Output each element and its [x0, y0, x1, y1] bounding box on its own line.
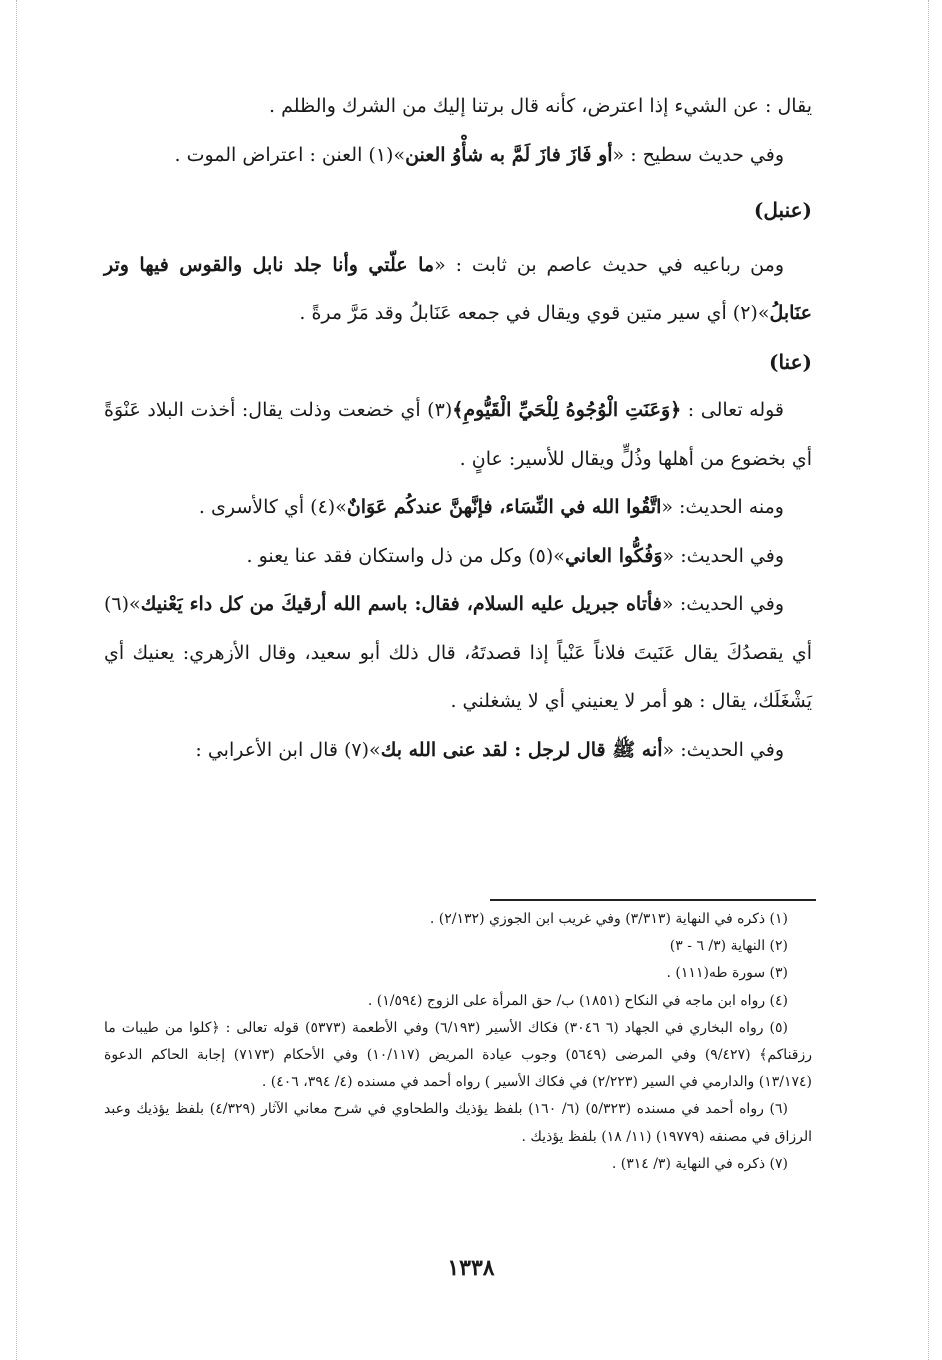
hadith-quote: وَفُكُّوا العاني: [564, 544, 663, 567]
paragraph-3: ومن رباعيه في حديث عاصم بن ثابت : «ما علّتي وأنا جلد نابل والقوس فيها وتر عنَابلُ»(٢) أي سير متين قوي ويقال في جمعه عَنَابلُ وقد مَرَّ مرةً .: [104, 253, 812, 324]
paragraph-2: وفي حديث سطيح : «أو فَازَ فازَ لَمَّ به شأْوُ العنن»(١) العنن : اعتراض الموت .: [174, 143, 784, 166]
footnote-3: (٣) سورة طه(١١١) .: [666, 965, 788, 982]
margin-guide-right: [928, 0, 929, 1360]
paragraph-8: وفي الحديث: «أنه ﷺ قال لرجل : لقد عنى الله بك»(٧) قال ابن الأعرابي :: [195, 738, 784, 761]
margin-guide-left: [16, 0, 17, 1360]
paragraph-4: قوله تعالى : ﴿وَعَنَتِ الْوُجُوهُ لِلْحَيِّ الْقَيُّومِ﴾(٣) أي خضعت وذلت يقال: أخذت البلاد عَنْوَةً أي بخضوع من أهلها وذُلٍّ ويقال للأسير: عانٍ .: [104, 399, 812, 470]
footnote-6: (٦) رواه أحمد في مسنده (٥/٣٢٣) (٦/ ١٦٠) بلفظ يؤذيك والطحاوي في شرح معاني الآثار (٤/٣٢٩) بلفظ يؤذيك وعبد الرزاق في مصنفه (١٩٧٧٩) (١١/ ١٨) بلفظ يؤذيك .: [104, 1101, 812, 1145]
paragraph-6: وفي الحديث: «وَفُكُّوا العاني»(٥) وكل من ذل واستكان فقد عنا يعنو .: [246, 544, 784, 567]
footnote-1: (١) ذكره في النهاية (٣/٣١٣) وفي غريب ابن الجوزي (٢/١٣٢) .: [429, 911, 788, 927]
quran-verse: ﴿وَعَنَتِ الْوُجُوهُ لِلْحَيِّ الْقَيُّومِ﴾: [452, 399, 682, 421]
hadith-quote: ما علّتي وأنا جلد نابل والقوس فيها وتر عنَابلُ: [104, 253, 812, 324]
paragraph-5: ومنه الحديث: «اتَّقُوا الله في النِّسَاء، فإنَّهنَّ عندكُم عَوَانٌ»(٤) أي كالأسرى .: [198, 496, 784, 518]
footnote-separator: [490, 899, 816, 901]
entry-heading-anbal: (عنبل): [753, 198, 812, 222]
entry-heading-ana: (عنا): [769, 349, 812, 374]
paragraph-7: وفي الحديث: «فأتاه جبريل عليه السلام، فقال: باسم الله أرقيكَ من كل داء يَعْنيك»(٦) أي يقصدُكَ يقال عَنَيتَ فلاناً عَنْياً إذا قصدتَهُ، قال ذلك أبو سعيد، وقال الأزهري: يعنيك أي يَشْغَلَك، يقال : هو أمر لا يعنيني أي لا يشغلني .: [104, 593, 812, 712]
footnote-7: (٧) ذكره في النهاية (٣/ ٣١٤) .: [611, 1155, 788, 1172]
paragraph-1: يقال : عن الشيء إذا اعترض، كأنه قال برتنا إليك من الشرك والظلم .: [269, 95, 812, 117]
footnotes: [104, 906, 812, 1178]
footnote-4: (٤) رواه ابن ماجه في النكاح (١٨٥١) ب/ حق المرأة على الزوج (١/٥٩٤) .: [367, 992, 788, 1009]
hadith-quote: اتَّقُوا الله في النِّسَاء، فإنَّهنَّ عندكُم عَوَانٌ: [346, 496, 662, 518]
footnote-2: (٢) النهاية (٣/ ٦ - ٣): [669, 938, 788, 955]
page-number: ١٣٣٨: [447, 1255, 495, 1281]
hadith-quote: أنه ﷺ قال لرجل : لقد عنى الله بك: [380, 738, 663, 761]
hadith-quote: فأتاه جبريل عليه السلام، فقال: باسم الله أرقيكَ من كل داء يَعْنيك: [140, 593, 662, 615]
main-text: [104, 82, 812, 774]
footnote-5: (٥) رواه البخاري في الجهاد (٦ ٣٠٤٦) فكاك الأسير (٦/١٩٣) وفي الأطعمة (٥٣٧٣) قوله تعالى : ﴿كلوا من طيبات ما رزقناكم﴾ (٩/٤٢٧) وفي المرضى (٥٦٤٩) وجوب عيادة المريض (١٠/١١٧) وفي الأحكام (٧١٧٣) إجابة الحاكم الدعوة (١٣/١٧٤) والدارمي في السير (٢/٢٢٣) في فكاك الأسير ) رواه أحمد في مسنده (٤/ ٣٩٤، ٤٠٦) .: [104, 1019, 813, 1091]
hadith-quote: أو فَازَ فازَ لَمَّ به شأْوُ العنن: [405, 143, 613, 166]
